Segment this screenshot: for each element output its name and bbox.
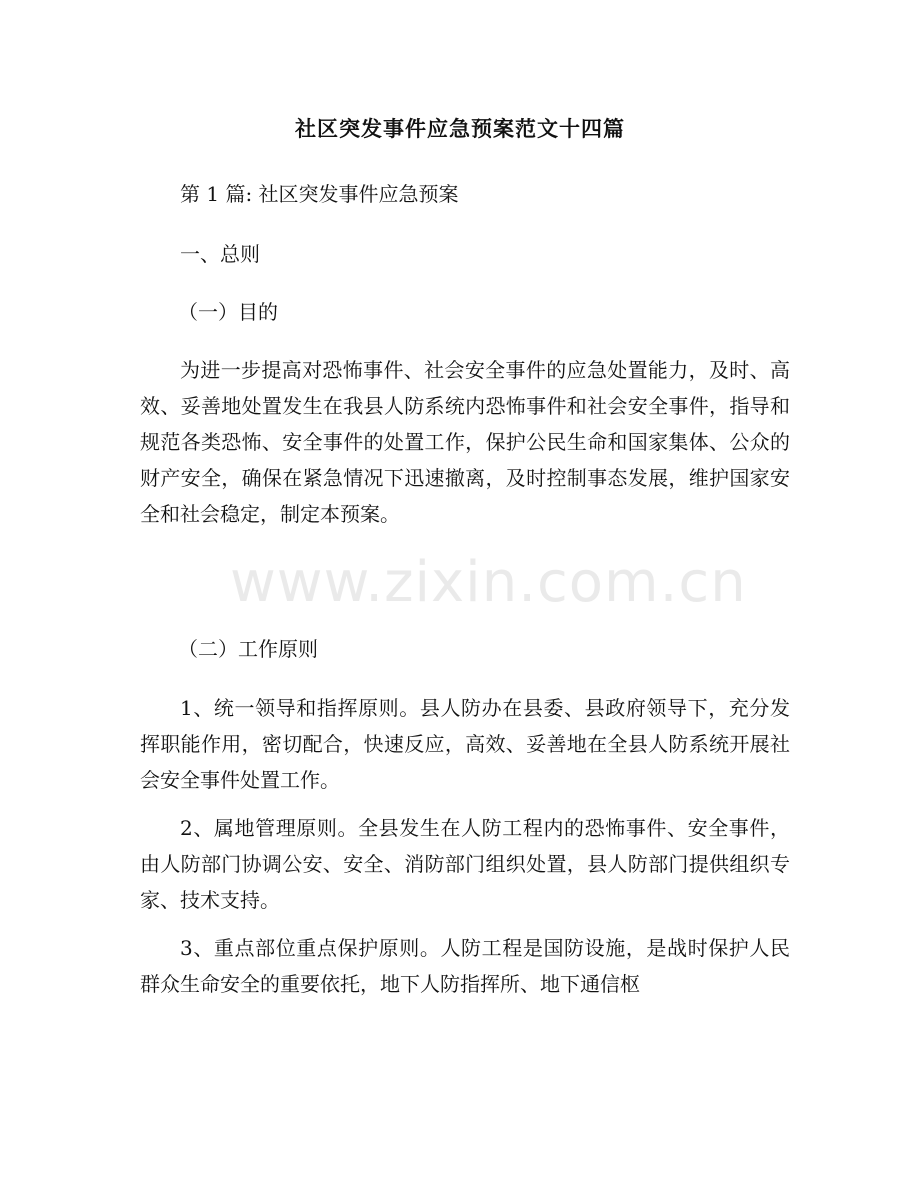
- paragraph-principle-2: 2、属地管理原则。全县发生在人防工程内的恐怖事件、安全事件，由人防部门协调公安、安全、消防部门组织处置，县人防部门提供组织专家、技术支持。: [140, 816, 790, 912]
- section-heading: 第 1 篇: 社区突发事件应急预案: [180, 182, 459, 206]
- chapter-heading: 一、总则: [180, 242, 260, 266]
- sub-heading-principles: （二）工作原则: [178, 637, 318, 661]
- watermark: www.zixin.com.cn: [230, 550, 747, 615]
- sub-heading-purpose: （一）目的: [178, 300, 278, 324]
- paragraph-purpose: 为进一步提高对恐怖事件、社会安全事件的应急处置能力，及时、高效、妥善地处置发生在我县人防系统内恐怖事件和社会安全事件，指导和规范各类恐怖、安全事件的处置工作，保护公民生命和国家集体、公众的财产安全，确保在紧急情况下迅速撤离，及时控制事态发展，维护国家安全和社会稳定，制定本预案。: [140, 358, 790, 526]
- paragraph-principle-1: 1、统一领导和指挥原则。县人防办在县委、县政府领导下，充分发挥职能作用，密切配合，快速反应，高效、妥善地在全县人防系统开展社会安全事件处置工作。: [140, 696, 790, 792]
- document-title: 社区突发事件应急预案范文十四篇: [295, 117, 625, 141]
- paragraph-principle-3: 3、重点部位重点保护原则。人防工程是国防设施，是战时保护人民群众生命安全的重要依托，地下人防指挥所、地下通信枢: [140, 936, 790, 996]
